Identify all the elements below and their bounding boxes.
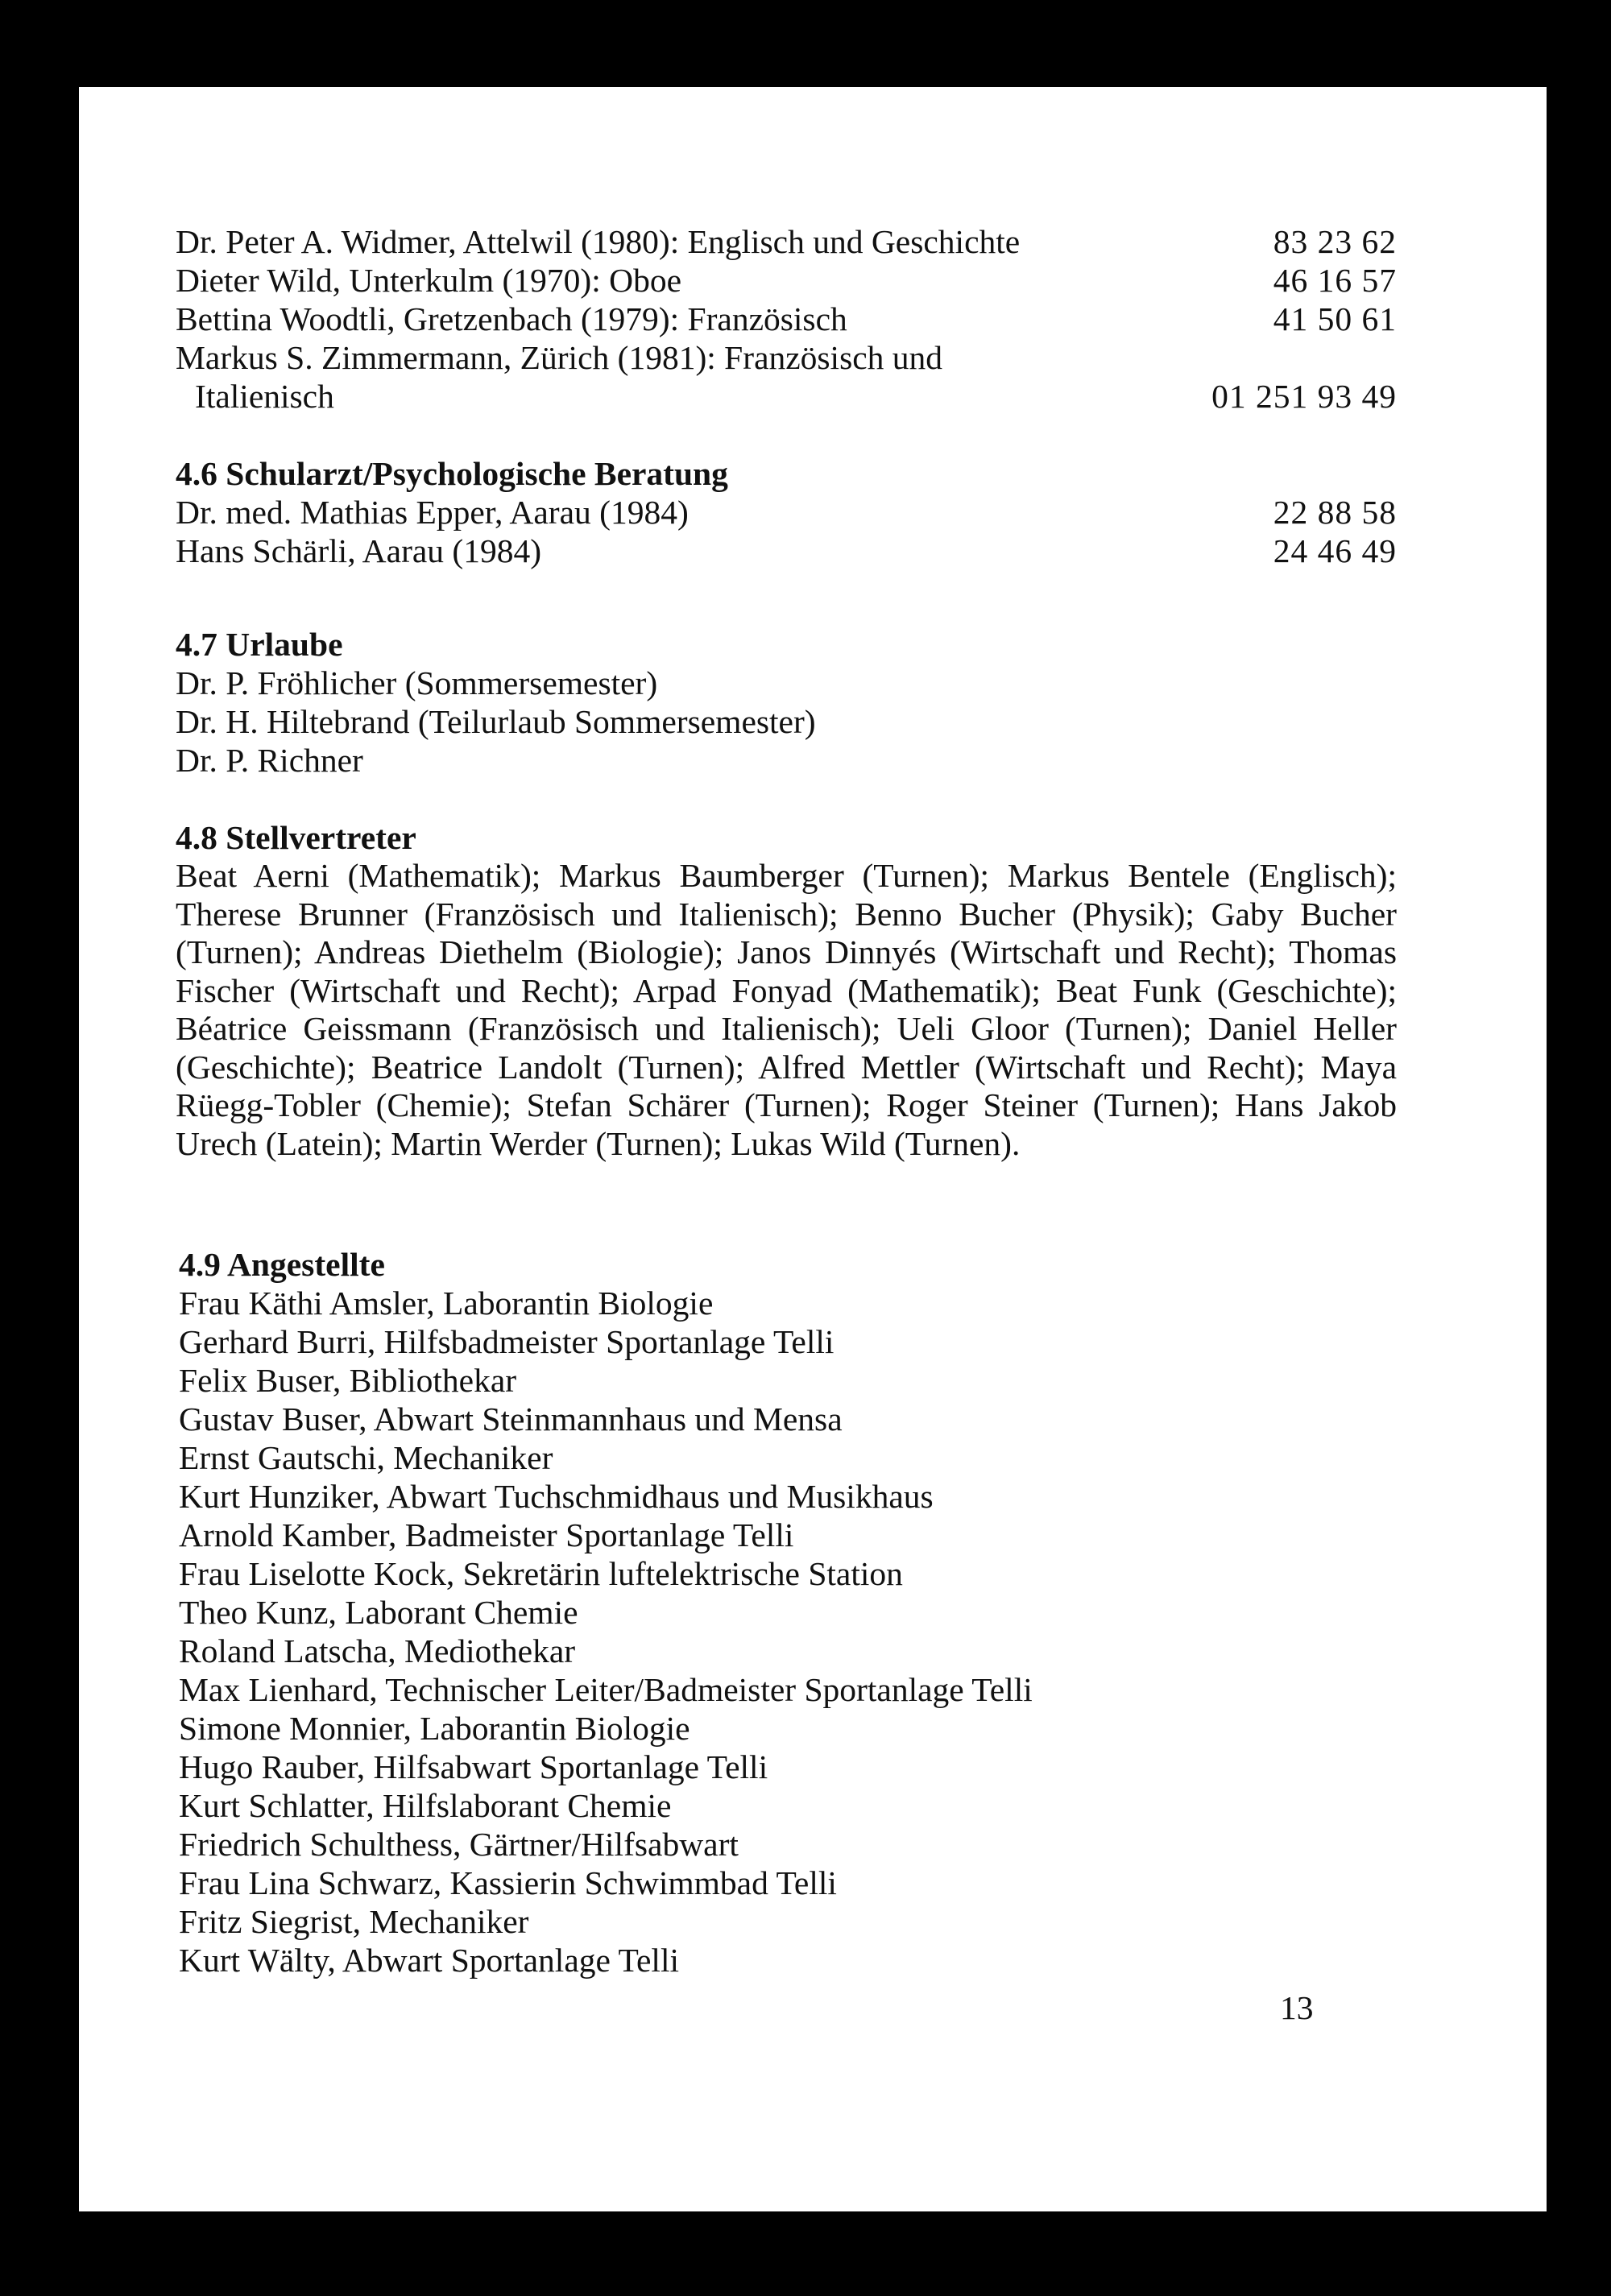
- teacher-entry: Dieter Wild, Unterkulm (1970): Oboe: [176, 262, 681, 299]
- section-4-6: [176, 454, 1397, 570]
- list-item: Gustav Buser, Abwart Steinmannhaus und Mensa: [179, 1400, 843, 1438]
- teacher-list: [176, 222, 1397, 416]
- contact-entry: Dr. med. Mathias Epper, Aarau (1984): [176, 494, 689, 531]
- list-item: Ernst Gautschi, Mechaniker: [179, 1439, 553, 1476]
- list-item: Kurt Wälty, Abwart Sportanlage Telli: [179, 1942, 680, 1979]
- phone-number: 22 88 58: [1273, 494, 1397, 531]
- teacher-row: [176, 338, 1397, 377]
- substitutes-paragraph: Beat Aerni (Mathematik); Markus Baumberger (Turnen); Markus Bentele (Englisch); Therese Brunner (Französisch und Italienisch); Benno Bucher (Physik); Gaby Bucher (Turnen); Andreas Diethelm (Biologie); Janos Dinnyés (Wirtschaft und Recht); Thomas Fischer (Wirtschaft und Recht); Arpad Fonyad (Mathematik); Beat Funk (Geschichte); Béatrice Geissmann (Französisch und Italienisch); Ueli Gloor (Turnen); Daniel Heller (Geschichte); Beatrice Landolt (Turnen); Alfred Mettler (Wirtschaft und Recht); Maya Rüegg-Tobler (Chemie); Stefan Schärer (Turnen); Roger Steiner (Turnen); Hans Jakob Urech (Latein); Martin Werder (Turnen); Lukas Wild (Turnen).: [176, 857, 1397, 1162]
- contact-row: [176, 493, 1397, 532]
- section-4-9: [179, 1245, 1397, 1980]
- teacher-row: [176, 261, 1397, 300]
- list-item: Arnold Kamber, Badmeister Sportanlage Telli: [179, 1516, 794, 1553]
- phone-number: 46 16 57: [1273, 262, 1397, 299]
- list-item: Roland Latscha, Mediothekar: [179, 1632, 576, 1669]
- teacher-row: [176, 222, 1397, 261]
- list-item: Theo Kunz, Laborant Chemie: [179, 1594, 578, 1631]
- list-item: Gerhard Burri, Hilfsbadmeister Sportanlage Telli: [179, 1323, 834, 1360]
- list-item: Dr. P. Richner: [176, 742, 363, 779]
- list-item: Frau Lina Schwarz, Kassierin Schwimmbad Telli: [179, 1864, 837, 1901]
- list-item: Max Lienhard, Technischer Leiter/Badmeister Sportanlage Telli: [179, 1671, 1033, 1708]
- teacher-row: [176, 300, 1397, 338]
- section-heading: 4.8 Stellvertreter: [176, 819, 416, 856]
- phone-number: 01 251 93 49: [1211, 378, 1397, 415]
- teacher-entry: Dr. Peter A. Widmer, Attelwil (1980): Englisch und Geschichte: [176, 223, 1021, 260]
- document-page: [79, 87, 1547, 2211]
- list-item: Dr. H. Hiltebrand (Teilurlaub Sommersemester): [176, 703, 816, 740]
- section-heading: 4.6 Schularzt/Psychologische Beratung: [176, 455, 728, 492]
- contact-entry: Hans Schärli, Aarau (1984): [176, 532, 542, 569]
- list-item: Frau Liselotte Kock, Sekretärin luftelektrische Station: [179, 1555, 903, 1592]
- teacher-row-continued: [176, 377, 1397, 416]
- section-heading: 4.7 Urlaube: [176, 626, 343, 663]
- list-item: Kurt Schlatter, Hilfslaborant Chemie: [179, 1787, 672, 1824]
- page-number: 13: [1280, 1989, 1314, 2026]
- contact-row: [176, 532, 1397, 570]
- teacher-entry: Bettina Woodtli, Gretzenbach (1979): Französisch: [176, 300, 847, 337]
- list-item: Frau Käthi Amsler, Laborantin Biologie: [179, 1285, 714, 1322]
- teacher-entry-continuation: Italienisch: [195, 378, 334, 415]
- list-item: Simone Monnier, Laborantin Biologie: [179, 1710, 690, 1747]
- list-item: Dr. P. Fröhlicher (Sommersemester): [176, 664, 658, 701]
- list-item: Kurt Hunziker, Abwart Tuchschmidhaus und Musikhaus: [179, 1478, 934, 1515]
- phone-number: 41 50 61: [1273, 300, 1397, 337]
- section-4-8: [176, 818, 1397, 1163]
- teacher-entry: Markus S. Zimmermann, Zürich (1981): Französisch und: [176, 339, 943, 376]
- list-item: Friedrich Schulthess, Gärtner/Hilfsabwart: [179, 1826, 739, 1863]
- section-4-7: [176, 625, 1397, 780]
- phone-number: 24 46 49: [1273, 532, 1397, 569]
- list-item: Fritz Siegrist, Mechaniker: [179, 1903, 529, 1940]
- phone-number: 83 23 62: [1273, 223, 1397, 260]
- list-item: Hugo Rauber, Hilfsabwart Sportanlage Telli: [179, 1748, 768, 1785]
- section-heading: 4.9 Angestellte: [179, 1246, 385, 1283]
- list-item: Felix Buser, Bibliothekar: [179, 1362, 517, 1399]
